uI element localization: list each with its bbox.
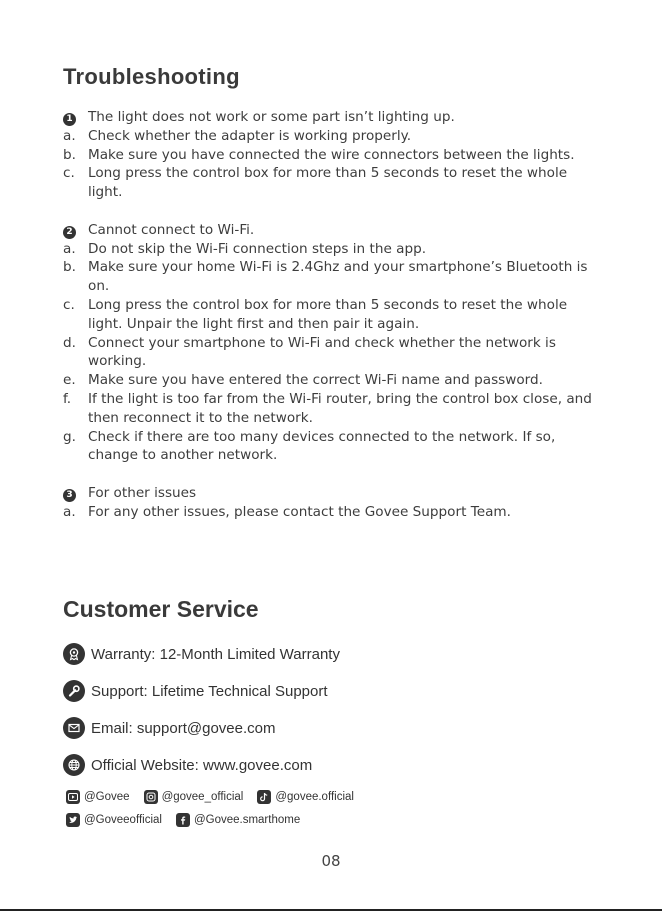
facebook-handle: @Govee.smarthome — [193, 814, 301, 826]
twitter-link[interactable] — [66, 813, 162, 827]
customer-service-list — [63, 643, 340, 791]
issue-3 — [63, 484, 603, 522]
warranty-text: Warranty: 12-Month Limited Warranty — [91, 645, 340, 663]
list-item — [63, 146, 603, 165]
step-text: Make sure you have connected the wire connectors between the lights. — [88, 146, 575, 163]
list-item — [63, 503, 603, 522]
youtube-handle: @Govee — [84, 791, 130, 803]
list-item — [63, 164, 603, 202]
email-icon — [63, 717, 85, 739]
globe-icon — [63, 754, 85, 776]
instagram-icon — [144, 790, 158, 804]
wrench-icon — [63, 680, 85, 702]
list-item — [63, 428, 603, 466]
tiktok-icon — [257, 790, 271, 804]
issue-title: For other issues — [88, 484, 197, 501]
step-letter: b. — [63, 146, 76, 163]
step-text: If the light is too far from the Wi-Fi router, bring the control box close, and then reconnect it to the network. — [88, 390, 592, 426]
step-letter: e. — [63, 372, 76, 389]
step-text: Check if there are too many devices connected to the network. If so, change to another network. — [88, 428, 556, 464]
page-title: Troubleshooting — [63, 64, 240, 89]
issue-title: The light does not work or some part isn’t lighting up. — [88, 109, 455, 125]
step-letter: b. — [63, 259, 76, 276]
twitter-handle: @Goveeofficial — [84, 814, 162, 826]
step-text: Make sure your home Wi-Fi is 2.4Ghz and your smartphone’s Bluetooth is on. — [88, 259, 588, 295]
email-text[interactable]: Email: support@govee.com — [91, 719, 276, 737]
step-letter: a. — [63, 127, 76, 144]
warranty-icon — [63, 643, 85, 665]
issue-title: Cannot connect to Wi-Fi. — [88, 221, 255, 238]
step-letter: f. — [63, 390, 72, 407]
number-1-icon: 1 — [63, 113, 76, 126]
list-item — [63, 296, 603, 334]
social-links — [66, 789, 368, 835]
website-item — [63, 754, 340, 776]
instagram-handle: @govee_official — [161, 791, 244, 803]
list-item — [63, 371, 603, 390]
support-item — [63, 680, 340, 702]
list-item — [63, 127, 603, 146]
step-letter: c. — [63, 296, 75, 313]
step-text: Do not skip the Wi-Fi connection steps in the app. — [88, 240, 427, 257]
tiktok-link[interactable] — [257, 790, 354, 804]
twitter-icon — [66, 813, 80, 827]
support-text: Support: Lifetime Technical Support — [91, 682, 328, 700]
number-3-icon: 3 — [63, 489, 76, 502]
step-text: Check whether the adapter is working properly. — [88, 127, 412, 144]
issue-2 — [63, 221, 603, 465]
number-2-icon: 2 — [63, 226, 76, 239]
customer-service-title: Customer Service — [63, 596, 259, 622]
list-item — [63, 390, 603, 428]
step-letter: c. — [63, 165, 75, 182]
email-item — [63, 717, 340, 739]
youtube-icon — [66, 790, 80, 804]
step-letter: a. — [63, 240, 76, 257]
issue-1 — [63, 108, 603, 202]
step-letter: d. — [63, 334, 76, 351]
bottom-divider — [0, 909, 662, 911]
youtube-link[interactable] — [66, 790, 130, 804]
tiktok-handle: @govee.official — [275, 791, 354, 803]
step-text: Long press the control box for more than 5 seconds to reset the whole light. — [88, 165, 568, 201]
instagram-link[interactable] — [144, 790, 244, 804]
step-letter: g. — [63, 428, 76, 445]
step-text: Make sure you have entered the correct Wi-Fi name and password. — [88, 372, 543, 389]
list-item — [63, 334, 603, 372]
warranty-item — [63, 643, 340, 665]
facebook-icon — [176, 813, 190, 827]
list-item — [63, 240, 603, 259]
website-text[interactable]: Official Website: www.govee.com — [91, 756, 313, 774]
step-text: Long press the control box for more than 5 seconds to reset the whole light. Unpair the light first and then pair it again. — [88, 296, 568, 332]
facebook-link[interactable] — [176, 813, 300, 827]
step-text: For any other issues, please contact the Govee Support Team. — [88, 503, 511, 520]
troubleshooting-section — [63, 108, 603, 540]
list-item — [63, 258, 603, 296]
page-number: 08 — [321, 852, 341, 870]
step-letter: a. — [63, 503, 76, 520]
step-text: Connect your smartphone to Wi-Fi and check whether the network is working. — [88, 334, 556, 370]
